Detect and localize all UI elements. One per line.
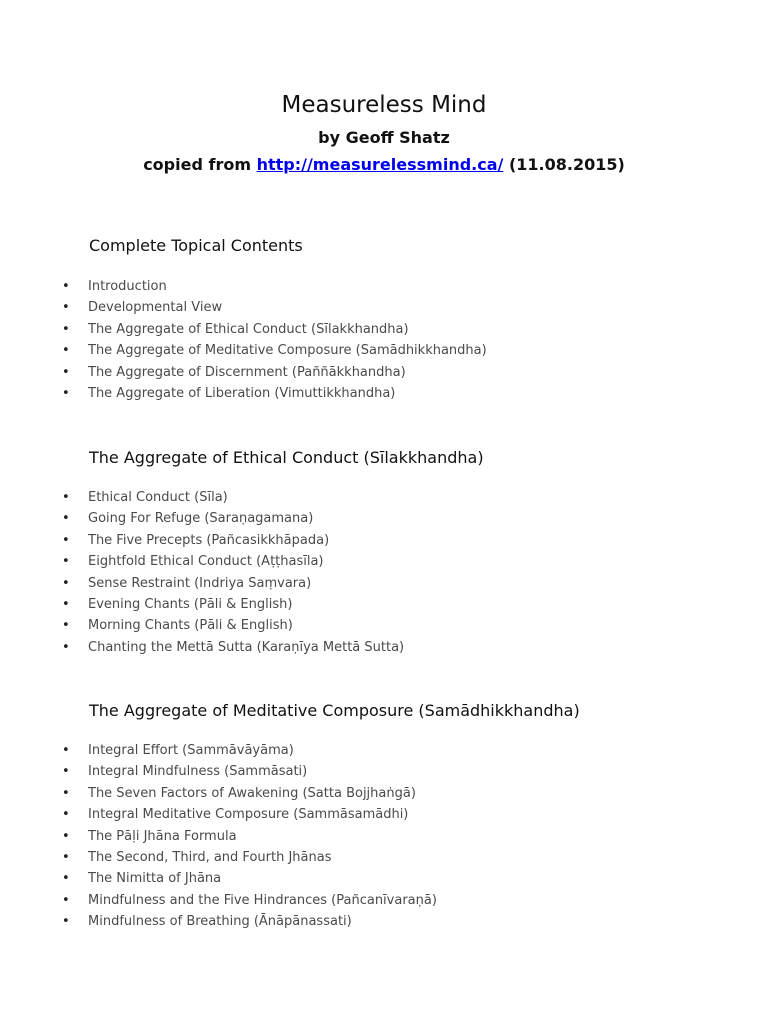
source-line [0, 154, 768, 176]
list-item [0, 740, 768, 761]
list-item-label[interactable]: Going For Refuge (Saraṇagamana) [88, 511, 314, 527]
list-item-label[interactable]: Eightfold Ethical Conduct (Aṭṭhasīla) [88, 554, 324, 570]
list-item-label[interactable]: Ethical Conduct (Sīla) [88, 490, 228, 505]
bullet-icon: • [62, 490, 70, 505]
section-heading: The Aggregate of Ethical Conduct (Sīlakkhandha) [89, 448, 484, 467]
list-item-label[interactable]: Chanting the Mettā Sutta (Karaṇīya Mettā Sutta) [88, 639, 405, 655]
list-item [0, 297, 768, 318]
bullet-icon: • [62, 511, 70, 527]
list-item [0, 783, 768, 804]
bullet-icon: • [62, 343, 70, 359]
topic-list [0, 276, 768, 404]
list-item [0, 551, 768, 572]
bullet-icon: • [62, 764, 70, 780]
bullet-icon: • [62, 279, 70, 294]
bullet-icon: • [62, 807, 70, 823]
bullet-icon: • [62, 300, 70, 316]
author-byline: by Geoff Shatz [318, 128, 450, 147]
list-item-label[interactable]: Mindfulness and the Five Hindrances (Pañcanīvaraṇā) [88, 892, 437, 908]
list-item-label[interactable]: Integral Effort (Sammāvāyāma) [88, 743, 294, 758]
list-item [0, 761, 768, 782]
list-item-label[interactable]: Mindfulness of Breathing (Ānāpānassati) [88, 914, 352, 930]
list-item [0, 804, 768, 825]
list-item-label[interactable]: The Five Precepts (Pañcasikkhāpada) [88, 532, 330, 548]
source-link[interactable]: http://measurelessmind.ca/ [256, 155, 504, 174]
bullet-icon: • [62, 321, 70, 337]
bullet-icon: • [62, 849, 70, 865]
section-heading: Complete Topical Contents [89, 236, 303, 255]
bullet-icon: • [62, 639, 70, 655]
list-item [0, 615, 768, 636]
list-item [0, 340, 768, 361]
list-item [0, 362, 768, 383]
list-item-label[interactable]: The Nimitta of Jhāna [88, 871, 222, 887]
list-item [0, 319, 768, 340]
topic-list [0, 740, 768, 933]
list-item-label[interactable]: The Aggregate of Ethical Conduct (Sīlakkhandha) [88, 321, 409, 337]
list-item [0, 573, 768, 594]
topic-list [0, 487, 768, 658]
list-item [0, 826, 768, 847]
bullet-icon: • [62, 892, 70, 908]
list-item [0, 508, 768, 529]
source-prefix: copied from [143, 155, 251, 174]
bullet-icon: • [62, 743, 70, 758]
list-item [0, 868, 768, 889]
section-meditative-composure [0, 700, 768, 933]
list-item-label[interactable]: Developmental View [88, 300, 223, 316]
list-item [0, 383, 768, 404]
list-item [0, 890, 768, 911]
list-item-label[interactable]: The Pāḷi Jhāna Formula [88, 828, 237, 844]
list-item-label[interactable]: Integral Mindfulness (Sammāsati) [88, 764, 308, 780]
bullet-icon: • [62, 596, 70, 612]
list-item-label[interactable]: Integral Meditative Composure (Sammāsamādhi) [88, 807, 409, 823]
bullet-icon: • [62, 364, 70, 380]
list-item-label[interactable]: Evening Chants (Pāli & English) [88, 596, 293, 612]
list-item [0, 530, 768, 551]
bullet-icon: • [62, 575, 70, 591]
list-item [0, 911, 768, 932]
list-item-label[interactable]: The Aggregate of Liberation (Vimuttikkhandha) [88, 385, 396, 401]
list-item [0, 276, 768, 297]
bullet-icon: • [62, 914, 70, 930]
list-item [0, 487, 768, 508]
list-item-label[interactable]: The Aggregate of Discernment (Paññākkhandha) [88, 364, 406, 380]
list-item-label[interactable]: The Second, Third, and Fourth Jhānas [88, 849, 332, 865]
list-item [0, 594, 768, 615]
bullet-icon: • [62, 554, 70, 570]
section-ethical-conduct [0, 447, 768, 658]
bullet-icon: • [62, 618, 70, 634]
bullet-icon: • [62, 871, 70, 887]
list-item-label[interactable]: The Seven Factors of Awakening (Satta Bojjhaṅgā) [88, 785, 416, 801]
section-topical-contents [0, 235, 768, 404]
bullet-icon: • [62, 385, 70, 401]
list-item [0, 637, 768, 658]
list-item [0, 847, 768, 868]
document-title: Measureless Mind [281, 92, 487, 118]
bullet-icon: • [62, 532, 70, 548]
list-item-label[interactable]: Morning Chants (Pāli & English) [88, 618, 293, 634]
source-date: (11.08.2015) [508, 155, 625, 174]
bullet-icon: • [62, 785, 70, 801]
list-item-label[interactable]: Sense Restraint (Indriya Saṃvara) [88, 575, 312, 591]
list-item-label[interactable]: Introduction [88, 279, 167, 294]
section-heading: The Aggregate of Meditative Composure (Samādhikkhandha) [89, 701, 580, 720]
bullet-icon: • [62, 828, 70, 844]
list-item-label[interactable]: The Aggregate of Meditative Composure (Samādhikkhandha) [88, 343, 487, 359]
